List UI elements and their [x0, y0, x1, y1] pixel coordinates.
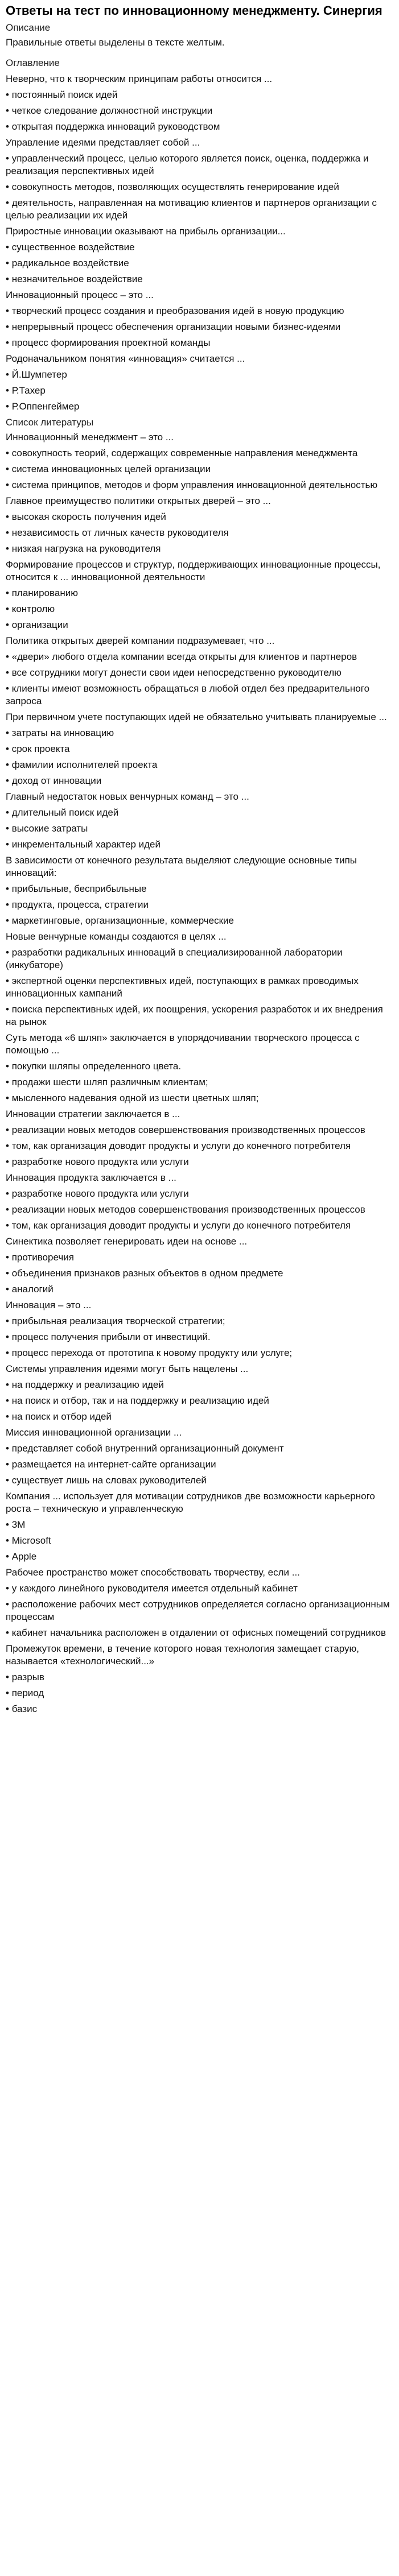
answer-option: • Р.Оппенгеймер: [6, 400, 393, 413]
answer-option: • существенное воздействие: [6, 241, 393, 254]
answer-option: • противоречия: [6, 1251, 393, 1264]
answer-option: • аналогий: [6, 1283, 393, 1296]
answer-option: • Й.Шумпетер: [6, 369, 393, 381]
answer-option: • творческий процесс создания и преобразования идей в новую продукцию: [6, 305, 393, 317]
answer-option: • процесс формирования проектной команды: [6, 337, 393, 349]
answer-option: • покупки шляпы определенного цвета.: [6, 1060, 393, 1073]
answer-option: • разработке нового продукта или услуги: [6, 1188, 393, 1200]
answer-option: • незначительное воздействие: [6, 273, 393, 286]
question-text: Компания ... использует для мотивации сотрудников две возможности карьерного роста – техническую и управленческую: [6, 1491, 375, 1514]
answer-option: • мысленного надевания одной из шести цветных шляп;: [6, 1092, 393, 1105]
question-text: В зависимости от конечного результата выделяют следующие основные типы инноваций:: [6, 855, 357, 878]
answer-option: • деятельность, направленная на мотивацию клиентов и партнеров организации с целью реализации их идей: [6, 197, 393, 222]
toc-heading: Оглавление: [6, 57, 60, 68]
answer-option: • четкое следование должностной инструкции: [6, 105, 393, 117]
answer-option: • реализации новых методов совершенствования производственных процессов: [6, 1124, 393, 1136]
answer-option: • высокие затраты: [6, 822, 393, 835]
answer-option: • система принципов, методов и форм управления инновационной деятельностью: [6, 479, 393, 491]
answer-option: • 3M: [6, 1519, 393, 1531]
answer-option: • организации: [6, 619, 393, 631]
answer-option: • низкая нагрузка на руководителя: [6, 543, 393, 555]
answer-option: • планированию: [6, 587, 393, 599]
question-list: [6, 73, 393, 1715]
question-text: Миссия инновационной организации ...: [6, 1427, 182, 1438]
question-text: Приростные инновации оказывают на прибыль организации...: [6, 226, 286, 237]
answer-option: • независимость от личных качеств руководителя: [6, 527, 393, 539]
answer-option: • на поиск и отбор идей: [6, 1411, 393, 1423]
answer-option: • маркетинговые, организационные, коммерческие: [6, 915, 393, 927]
question-text: Инновационный процесс – это ...: [6, 290, 154, 300]
answer-option: • объединения признаков разных объектов в одном предмете: [6, 1267, 393, 1280]
answer-option: • инкрементальный характер идей: [6, 838, 393, 851]
question-text: Главное преимущество политики открытых дверей – это ...: [6, 495, 271, 506]
question-text: Неверно, что к творческим принципам работы относится ...: [6, 73, 273, 84]
answer-option: • разработки радикальных инноваций в специализированной лаборатории (инкубаторе): [6, 946, 393, 971]
answer-option: • прибыльная реализация творческой стратегии;: [6, 1315, 393, 1328]
question-text: Формирование процессов и структур, поддерживающих инновационные процессы, относится к ... инновационной деятельности: [6, 559, 381, 582]
question-text: Инновация – это ...: [6, 1300, 92, 1310]
answer-option: • система инновационных целей организации: [6, 463, 393, 475]
question-text: Инновации стратегии заключается в ...: [6, 1109, 180, 1119]
answer-option: • совокупность теорий, содержащих современные направления менеджмента: [6, 447, 393, 460]
question-text: Суть метода «6 шляп» заключается в упорядочивании творческого процесса с помощью ...: [6, 1032, 360, 1056]
answer-option: • высокая скорость получения идей: [6, 511, 393, 523]
question-text: Главный недостаток новых венчурных команд – это ...: [6, 791, 249, 802]
answer-option: • на поиск и отбор, так и на поддержку и реализацию идей: [6, 1395, 393, 1407]
answer-option: • том, как организация доводит продукты и услуги до конечного потребителя: [6, 1219, 393, 1232]
answer-option: • существует лишь на словах руководителей: [6, 1474, 393, 1487]
answer-option: • Р.Тахер: [6, 384, 393, 397]
answer-option: • прибыльные, бесприбыльные: [6, 883, 393, 895]
answer-option: • представляет собой внутренний организационный документ: [6, 1442, 393, 1455]
answer-option: • на поддержку и реализацию идей: [6, 1379, 393, 1391]
question-text: Системы управления идеями могут быть нацелены ...: [6, 1363, 249, 1374]
answer-option: • кабинет начальника расположен в отдалении от офисных помещений сотрудников: [6, 1627, 393, 1639]
answer-option: • Microsoft: [6, 1535, 393, 1547]
answer-option: • у каждого линейного руководителя имеется отдельный кабинет: [6, 1582, 393, 1595]
answer-option: • процесс перехода от прототипа к новому продукту или услуге;: [6, 1347, 393, 1359]
answer-option: • поиска перспективных идей, их поощрения, ускорения разработок и их внедрения на рынок: [6, 1003, 393, 1028]
answer-option: • длительный поиск идей: [6, 807, 393, 819]
answer-option: • совокупность методов, позволяющих осуществлять генерирование идей: [6, 181, 393, 193]
page-title: Ответы на тест по инновационному менеджменту. Синергия: [6, 3, 382, 18]
question-text: Управление идеями представляет собой ...: [6, 137, 200, 148]
answer-option: • клиенты имеют возможность обращаться в любой отдел без предварительного запроса: [6, 683, 393, 708]
answer-option: • разработке нового продукта или услуги: [6, 1156, 393, 1168]
answer-option: • реализации новых методов совершенствования производственных процессов: [6, 1204, 393, 1216]
answer-option: • все сотрудники могут донести свои идеи непосредственно руководителю: [6, 667, 393, 679]
question-text: При первичном учете поступающих идей не обязательно учитывать планируемые ...: [6, 712, 387, 722]
answer-option: • управленческий процесс, целью которого является поиск, оценка, поддержка и реализация перспективных идей: [6, 152, 393, 177]
question-text: Рабочее пространство может способствовать творчеству, если ...: [6, 1567, 300, 1578]
answer-option: • Apple: [6, 1550, 393, 1563]
answer-option: • контролю: [6, 603, 393, 615]
answer-option: • открытая поддержка инноваций руководством: [6, 121, 393, 133]
question-text: Родоначальником понятия «инновация» считается ...: [6, 353, 245, 364]
answer-option: • срок проекта: [6, 743, 393, 755]
answer-option: • размещается на интернет-сайте организации: [6, 1458, 393, 1471]
answer-option: • расположение рабочих мест сотрудников определяется согласно организационным процессам: [6, 1598, 393, 1623]
question-text: Синектика позволяет генерировать идеи на основе ...: [6, 1236, 248, 1247]
question-text: Политика открытых дверей компании подразумевает, что ...: [6, 635, 275, 646]
answer-option: • разрыв: [6, 1671, 393, 1684]
answer-option: • доход от инновации: [6, 775, 393, 787]
answer-option: • продукта, процесса, стратегии: [6, 899, 393, 911]
question-text: Инновация продукта заключается в ...: [6, 1172, 176, 1183]
question-text: Новые венчурные команды создаются в целях ...: [6, 931, 227, 942]
answer-option: • процесс получения прибыли от инвестиций.: [6, 1331, 393, 1343]
answer-option: • «двери» любого отдела компании всегда открыты для клиентов и партнеров: [6, 651, 393, 663]
question-text: Инновационный менеджмент – это ...: [6, 432, 174, 443]
literature-heading: Список литературы: [6, 417, 94, 428]
description-heading: Описание: [6, 22, 51, 33]
answer-option: • радикальное воздействие: [6, 257, 393, 270]
answer-option: • фамилии исполнителей проекта: [6, 759, 393, 771]
answer-option: • продажи шести шляп различным клиентам;: [6, 1076, 393, 1089]
answer-option: • том, как организация доводит продукты и услуги до конечного потребителя: [6, 1140, 393, 1152]
answer-option: • период: [6, 1687, 393, 1700]
description-text: Правильные ответы выделены в тексте желтым.: [6, 37, 225, 48]
answer-option: • экспертной оценки перспективных идей, поступающих в рамках проводимых инновационных кампаний: [6, 975, 393, 1000]
answer-option: • постоянный поиск идей: [6, 89, 393, 101]
answer-option: • базис: [6, 1703, 393, 1715]
answer-option: • затраты на инновацию: [6, 727, 393, 739]
question-text: Промежуток времени, в течение которого новая технология замещает старую, называется «технологический...»: [6, 1643, 359, 1667]
answer-option: • непрерывный процесс обеспечения организации новыми бизнес-идеями: [6, 321, 393, 333]
